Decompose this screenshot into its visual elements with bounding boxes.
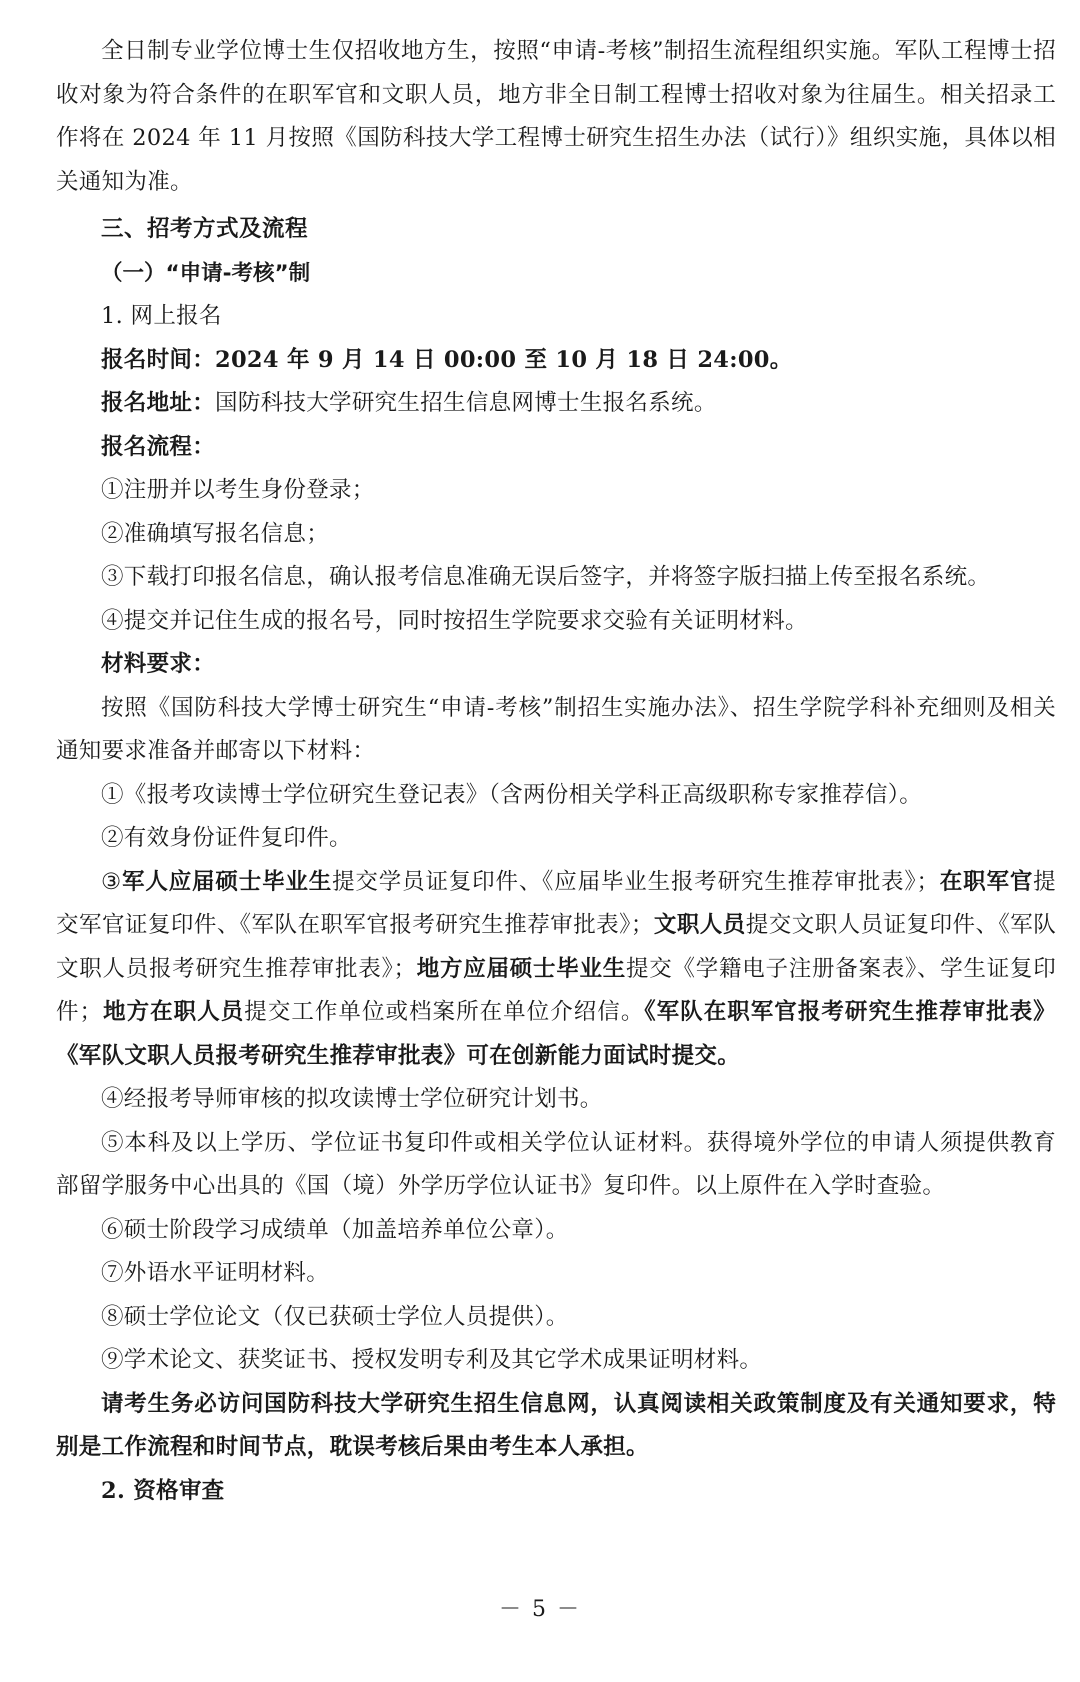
material-requirements-label <box>56 643 1056 687</box>
registration-flow-label-text: 报名流程： <box>101 433 216 460</box>
material-item-3-text-2: 提交学员证复印件、《应届毕业生报考研究生推荐审批表》； <box>332 868 940 895</box>
material-intro: 按照《国防科技大学博士研究生“申请-考核”制招生实施办法》、招生学院学科补充细则及相关通知要求准备并邮寄以下材料： <box>56 694 1056 764</box>
material-item-9: ⑨学术论文、获奖证书、授权发明专利及其它学术成果证明材料。 <box>101 1347 763 1373</box>
material-item-3-text-6: 提交工作单位或档案所在单位介绍信。 <box>244 999 645 1025</box>
material-item-3-bold-4: 地方应届硕士毕业生 <box>416 955 626 982</box>
registration-time-text: 报名时间：2024 年 9 月 14 日 00:00 至 10 月 18 日 24:00。 <box>101 346 793 373</box>
intro-paragraph: 全日制专业学位博士生仅招收地方生，按照“申请-考核”制招生流程组织实施。军队工程博士招收对象为符合条件的在职军官和文职人员，地方非全日制工程博士招收对象为往届生。相关招录工作将在 2024 年 11 月按照《国防科技大学工程博士研究生招生办法（试行）》组织实施，具体以相关通知为准。 <box>56 38 1056 195</box>
material-item-3-bold-1: 军人应届硕士毕业生 <box>122 868 333 895</box>
important-notice-text: 请考生务必访问国防科技大学研究生招生信息网，认真阅读相关政策制度及有关通知要求，特别是工作流程和时间节点，耽误考核后果由考生本人承担。 <box>56 1390 1056 1460</box>
registration-address <box>56 382 1056 426</box>
material-item-5: ⑤本科及以上学历、学位证书复印件或相关学位认证材料。获得境外学位的申请人须提供教育部留学服务中心出具的《国（境）外学历学位认证书》复印件。以上原件在入学时查验。 <box>56 1129 1056 1199</box>
material-item-3-text-3: 提交军官证复印件、《军队在职军官报考研究生推荐审批表》； <box>56 868 1056 938</box>
material-item-3-bold-5: 地方在职人员 <box>102 999 245 1025</box>
material-item-4: ④经报考导师审核的拟攻读博士学位研究计划书。 <box>101 1086 603 1112</box>
material-item-6: ⑥硕士阶段学习成绩单（加盖培养单位公章）。 <box>101 1216 569 1243</box>
registration-address-label: 报名地址： <box>101 390 216 416</box>
document-body <box>56 30 1056 1513</box>
material-item-2: ②有效身份证件复印件。 <box>101 825 352 851</box>
material-item-3-bold-3: 文职人员 <box>653 912 746 938</box>
material-requirements-label-text: 材料要求： <box>101 651 216 677</box>
material-item-3-bold-2: 在职军官 <box>939 868 1034 895</box>
item-heading-qualification-review <box>56 1470 1056 1514</box>
material-item-8: ⑧硕士学位论文（仅已获硕士学位人员提供）。 <box>101 1303 569 1330</box>
flow-step-2: ②准确填写报名信息； <box>101 520 330 547</box>
registration-time <box>56 339 1056 383</box>
flow-step-3: ③下载打印报名信息，确认报考信息准确无误后签字，并将签字版扫描上传至报名系统。 <box>101 564 991 590</box>
material-item-3-text-5: 提交《学籍电子注册备案表》、学生证复印件； <box>56 955 1056 1025</box>
material-item-7: ⑦外语水平证明材料。 <box>101 1260 330 1286</box>
section-heading-3: 三、招考方式及流程 <box>101 216 309 242</box>
material-item-1: ①《报考攻读博士学位研究生登记表》（含两份相关学科正高级职称专家推荐信）。 <box>101 781 923 808</box>
flow-step-4: ④提交并记住生成的报名号，同时按招生学院要求交验有关证明材料。 <box>101 607 808 634</box>
item-heading-qualification-review-text: 2. 资格审查 <box>101 1477 225 1504</box>
item-heading-online-registration: 1. 网上报名 <box>101 303 222 329</box>
flow-step-1: ①注册并以考生身份登录； <box>101 477 375 503</box>
material-item-3-bold-6: 《军队在职军官报考研究生推荐审批表》《军队文职人员报考研究生推荐审批表》可在创新能力面试时提交。 <box>56 999 1056 1069</box>
registration-address-value: 国防科技大学研究生招生信息网博士生报名系统。 <box>215 390 717 416</box>
material-item-3 <box>56 861 1056 1079</box>
material-item-3-num: ③ <box>101 868 123 895</box>
subsection-heading-1: （一）“申请-考核”制 <box>101 260 311 286</box>
important-notice <box>56 1383 1056 1470</box>
registration-flow-label <box>56 426 1056 470</box>
page-number: － 5 － <box>499 1597 581 1622</box>
material-item-3-text-4: 提交文职人员证复印件、《军队文职人员报考研究生推荐审批表》； <box>56 912 1057 982</box>
